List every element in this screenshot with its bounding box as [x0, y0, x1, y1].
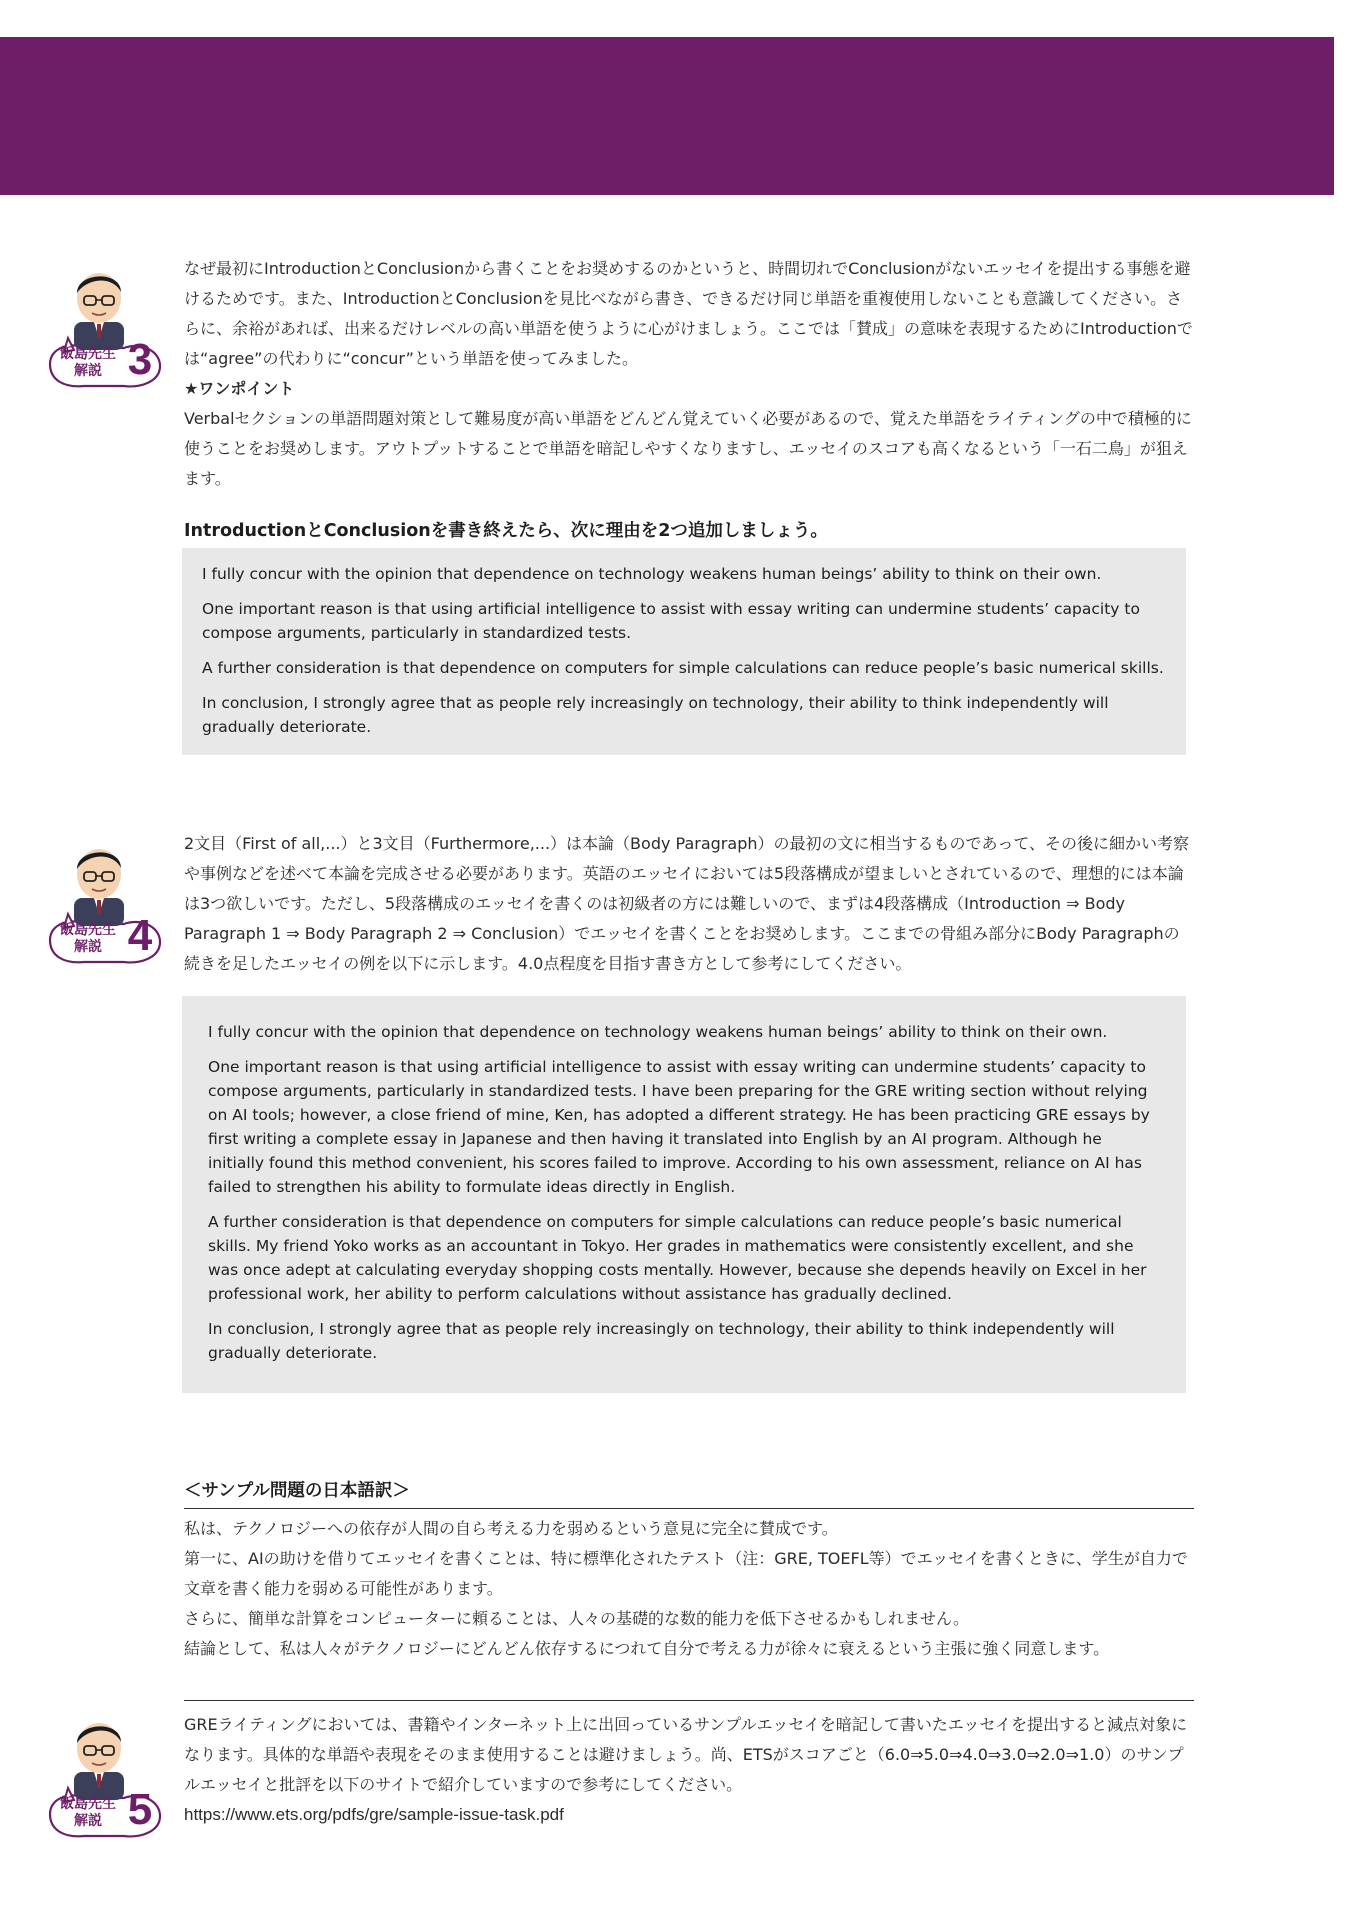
commentary-3 — [184, 254, 1194, 494]
essay-paragraph: A further consideration is that dependence on computers for simple calculations can reduce people’s basic numerical skills. My friend Yoko works as an accountant in Tokyo. Her grades in mathematics were consistently excellent, and she was once adept at calculating everyday shopping costs mentally. However, because she depends heavily on Excel in her professional work, her ability to perform calculations without assistance has gradually declined. — [208, 1213, 1147, 1303]
translation-heading: ＜サンプル問題の日本語訳＞ — [184, 1481, 410, 1501]
divider — [184, 1700, 1194, 1701]
commentary-3-paragraph: なぜ最初にIntroductionとConclusionから書くことをお奨めするのかというと、時間切れでConclusionがないエッセイを提出する事態を避けるためです。また、IntroductionとConclusionを見比べながら書き、できるだけ同じ単語を重複使用しないことも意識してください。さらに、余裕があれば、出来るだけレベルの高い単語を使うように心がけましょう。ここでは「賛成」の意味を表現するためにIntroductionでは“agree”の代わりに“concur”という単語を使ってみました。 — [184, 259, 1193, 368]
teacher-label: 飯島先生 解説 — [60, 922, 116, 955]
essay-paragraph: In conclusion, I strongly agree that as people rely increasingly on technology, their ability to think independently will gradually deteriorate. — [208, 1320, 1115, 1362]
essay-example-box — [182, 996, 1186, 1393]
commentary-number: 3 — [127, 335, 153, 384]
essay-paragraph: One important reason is that using artificial intelligence to assist with essay writing can undermine students’ capacity to compose arguments, particularly in standardized tests. — [202, 600, 1140, 642]
onepoint-text: Verbalセクションの単語問題対策として難易度が高い単語をどんどん覚えていく必要があるので、覚えた単語をライティングの中で積極的に使うことをお奨めします。アウトプットすることで単語を暗記しやすくなりますし、エッセイのスコアも高くなるという「一石二鳥」が狙えます。 — [184, 409, 1192, 488]
section-heading-add-reasons: IntroductionとConclusionを書き終えたら、次に理由を2つ追加しましょう。 — [184, 521, 828, 541]
teacher-label: 飯島先生 解説 — [60, 1796, 116, 1829]
translation-line: 第一に、AIの助けを借りてエッセイを書くことは、特に標準化されたテスト（注：GRE, TOEFL等）でエッセイを書くときに、学生が自力で文章を書く能力を弱める可能性があります。 — [184, 1549, 1188, 1598]
teacher-label: 飯島先生 解説 — [60, 346, 116, 379]
essay-paragraph: In conclusion, I strongly agree that as people rely increasingly on technology, their ability to think independently will gradually deteriorate. — [202, 694, 1109, 736]
essay-paragraph: I fully concur with the opinion that dependence on technology weakens human beings’ ability to think on their own. — [208, 1023, 1108, 1041]
ets-sample-link[interactable]: https://www.ets.org/pdfs/gre/sample-issue-task.pdf — [184, 1805, 564, 1824]
essay-paragraph: I fully concur with the opinion that dependence on technology weakens human beings’ ability to think on their own. — [202, 565, 1102, 583]
teacher-commentary-badge-4 — [44, 834, 164, 972]
translation-line: 結論として、私は人々がテクノロジーにどんどん依存するにつれて自分で考える力が徐々に衰えるという主張に強く同意します。 — [184, 1639, 1110, 1658]
translation-line: さらに、簡単な計算をコンピューターに頼ることは、人々の基礎的な数的能力を低下させるかもしれません。 — [184, 1609, 969, 1628]
header-banner — [0, 37, 1334, 195]
teacher-commentary-badge-5 — [44, 1708, 164, 1846]
teacher-commentary-badge-3 — [44, 258, 164, 396]
commentary-number: 5 — [127, 1785, 153, 1834]
onepoint-title: ★ワンポイント — [184, 379, 295, 398]
essay-paragraph: One important reason is that using artificial intelligence to assist with essay writing can undermine students’ capacity to compose arguments, particularly in standardized tests. I have been preparing for the GRE writing section without relying on AI tools; however, a close friend of mine, Ken, has adopted a different strategy. He has been practicing GRE essays by first writing a complete essay in Japanese and then having it translated into English by an AI program. Although he initially found this method convenient, his scores failed to improve. According to his own assessment, reliance on AI has failed to strengthen his ability to formulate ideas directly in English. — [208, 1058, 1150, 1196]
translation-line: 私は、テクノロジーへの依存が人間の自ら考える力を弱めるという意見に完全に賛成です。 — [184, 1519, 838, 1538]
commentary-4 — [184, 829, 1194, 979]
divider — [184, 1508, 1194, 1509]
commentary-5 — [184, 1710, 1194, 1830]
commentary-number: 4 — [127, 911, 153, 960]
essay-outline-box — [182, 548, 1186, 755]
translation-text — [184, 1514, 1194, 1664]
commentary-4-text: 2文目（First of all,...）と3文目（Furthermore,...）は本論（Body Paragraph）の最初の文に相当するものであって、その後に細かい考察や事例などを述べて本論を完成させる必要があります。英語のエッセイにおいては5段落構成が望ましいとされているので、理想的には本論は3つ欲しいです。ただし、5段落構成のエッセイを書くのは初級者の方には難しいので、まずは4段落構成（Introduction ⇒ Body Paragraph 1 ⇒ Body Paragraph 2 ⇒ Conclusion）でエッセイを書くことをお奨めします。ここまでの骨組み部分にBody Paragraphの続きを足したエッセイの例を以下に示します。4.0点程度を目指す書き方として参考にしてください。 — [184, 834, 1190, 973]
essay-paragraph: A further consideration is that dependence on computers for simple calculations can reduce people’s basic numerical skills. — [202, 659, 1164, 677]
commentary-5-text: GREライティングにおいては、書籍やインターネット上に出回っているサンプルエッセイを暗記して書いたエッセイを提出すると減点対象になります。具体的な単語や表現をそのまま使用することは避けましょう。尚、ETSがスコアごと（6.0⇒5.0⇒4.0⇒3.0⇒2.0⇒1.0）のサンプルエッセイと批評を以下のサイトで紹介していますので参考にしてください。 — [184, 1715, 1188, 1794]
